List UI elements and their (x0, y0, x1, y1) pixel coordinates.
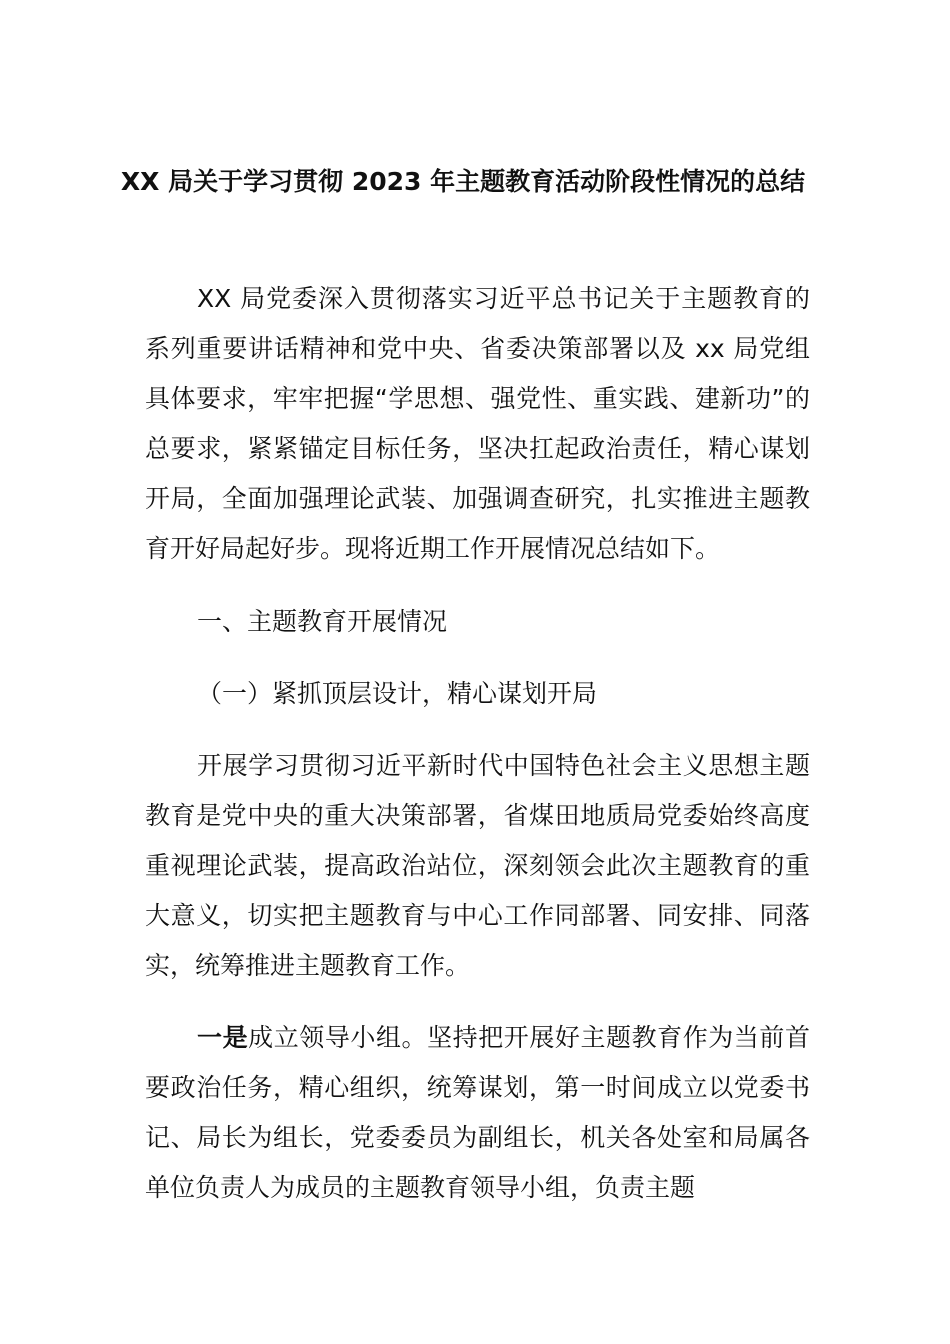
paragraph-text: 成立领导小组。坚持把开展好主题教育作为当前首要政治任务，精心组织，统筹谋划，第一时间成立以党委书记、局长为组长，党委委员为副组长，机关各处室和局属各单位负责人为成员的主题教育领导小组，负责主题 (145, 1023, 810, 1202)
section-heading-1: 一、主题教育开展情况 (197, 607, 448, 636)
body-paragraph-3 (145, 1013, 810, 1213)
body-paragraph-2: 开展学习贯彻习近平新时代中国特色社会主义思想主题教育是党中央的重大决策部署，省煤田地质局党委始终高度重视理论武装，提高政治站位，深刻领会此次主题教育的重大意义，切实把主题教育与中心工作同部署、同安排、同落实，统筹推进主题教育工作。 (145, 751, 810, 980)
document-title: XX 局关于学习贯彻 2023 年主题教育活动阶段性情况的总结 (120, 167, 806, 196)
subsection-heading-1: （一）紧抓顶层设计，精心谋划开局 (197, 679, 598, 708)
intro-paragraph: XX 局党委深入贯彻落实习近平总书记关于主题教育的系列重要讲话精神和党中央、省委决策部署以及 xx 局党组具体要求，牢牢把握“学思想、强党性、重实践、建新功”的总要求，紧紧锚定目标任务，坚决扛起政治责任，精心谋划开局，全面加强理论武装、加强调查研究，扎实推进主题教育开好局起好步。现将近期工作开展情况总结如下。 (145, 284, 810, 563)
paragraph-lead: 一是 (197, 1023, 249, 1052)
